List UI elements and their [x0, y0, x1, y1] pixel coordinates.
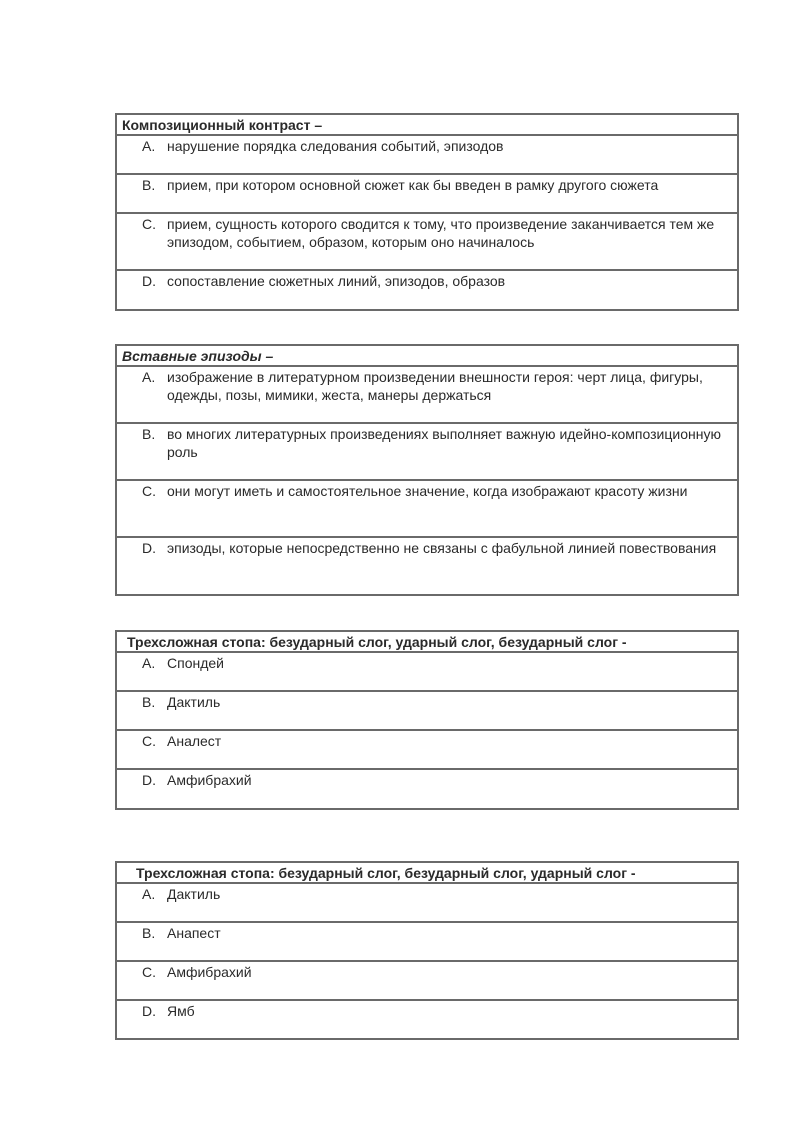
option-letter: C. [142, 964, 156, 980]
answer-option-d[interactable] [117, 271, 737, 309]
answer-option-c[interactable] [117, 962, 737, 1001]
option-text: нарушение порядка следования событий, эпизодов [167, 138, 504, 154]
answer-option-a[interactable] [117, 136, 737, 175]
option-text: Спондей [167, 655, 224, 671]
answer-option-a[interactable] [117, 884, 737, 923]
option-text: изображение в литературном произведении внешности героя: черт лица, фигуры, одежды, позы, мимики, жеста, манеры держаться [167, 369, 703, 403]
option-text: эпизоды, которые непосредственно не связаны с фабульной линией повествования [167, 540, 717, 556]
option-letter: C. [142, 483, 156, 499]
option-text: прием, сущность которого сводится к тому, что произведение заканчивается тем же эпизодом, событием, образом, которым оно начиналось [167, 216, 715, 250]
option-letter: C. [142, 733, 156, 749]
answer-option-a[interactable] [117, 367, 737, 424]
option-text: Аналест [167, 733, 222, 749]
answer-option-b[interactable] [117, 692, 737, 731]
answer-option-b[interactable] [117, 175, 737, 214]
option-letter: C. [142, 216, 156, 232]
question-block-1 [115, 113, 739, 311]
option-letter: A. [142, 369, 156, 385]
option-letter: B. [142, 177, 156, 193]
option-text: Дактиль [167, 694, 221, 710]
option-letter: D. [142, 540, 156, 556]
option-letter: A. [142, 138, 156, 154]
answer-option-c[interactable] [117, 481, 737, 538]
answer-option-d[interactable] [117, 538, 737, 594]
option-text: Ямб [167, 1003, 195, 1019]
option-text: во многих литературных произведениях выполняет важную идейно-композиционную роль [167, 426, 721, 460]
answer-option-b[interactable] [117, 923, 737, 962]
option-letter: A. [142, 655, 156, 671]
answer-option-a[interactable] [117, 653, 737, 692]
option-text: Дактиль [167, 886, 221, 902]
answer-option-d[interactable] [117, 770, 737, 808]
question-block-3 [115, 630, 739, 810]
option-letter: B. [142, 694, 156, 710]
option-letter: A. [142, 886, 156, 902]
answer-option-c[interactable] [117, 214, 737, 271]
question-title: Трехсложная стопа: безударный слог, ударный слог, безударный слог - [117, 632, 737, 653]
option-text: Анапест [167, 925, 221, 941]
question-title: Вставные эпизоды – [117, 346, 737, 367]
question-block-4 [115, 861, 739, 1040]
answer-option-b[interactable] [117, 424, 737, 481]
answer-option-d[interactable] [117, 1001, 737, 1038]
option-text: Амфибрахий [167, 964, 252, 980]
option-letter: D. [142, 1003, 156, 1019]
question-title: Трехсложная стопа: безударный слог, безударный слог, ударный слог - [117, 863, 737, 884]
question-block-2 [115, 344, 739, 596]
option-text: сопоставление сюжетных линий, эпизодов, образов [167, 273, 506, 289]
option-letter: D. [142, 772, 156, 788]
option-text: они могут иметь и самостоятельное значение, когда изображают красоту жизни [167, 483, 688, 499]
question-title: Композиционный контраст – [117, 115, 737, 136]
option-text: Амфибрахий [167, 772, 252, 788]
answer-option-c[interactable] [117, 731, 737, 770]
option-letter: B. [142, 426, 156, 442]
option-letter: D. [142, 273, 156, 289]
option-text: прием, при котором основной сюжет как бы введен в рамку другого сюжета [167, 177, 659, 193]
option-letter: B. [142, 925, 156, 941]
